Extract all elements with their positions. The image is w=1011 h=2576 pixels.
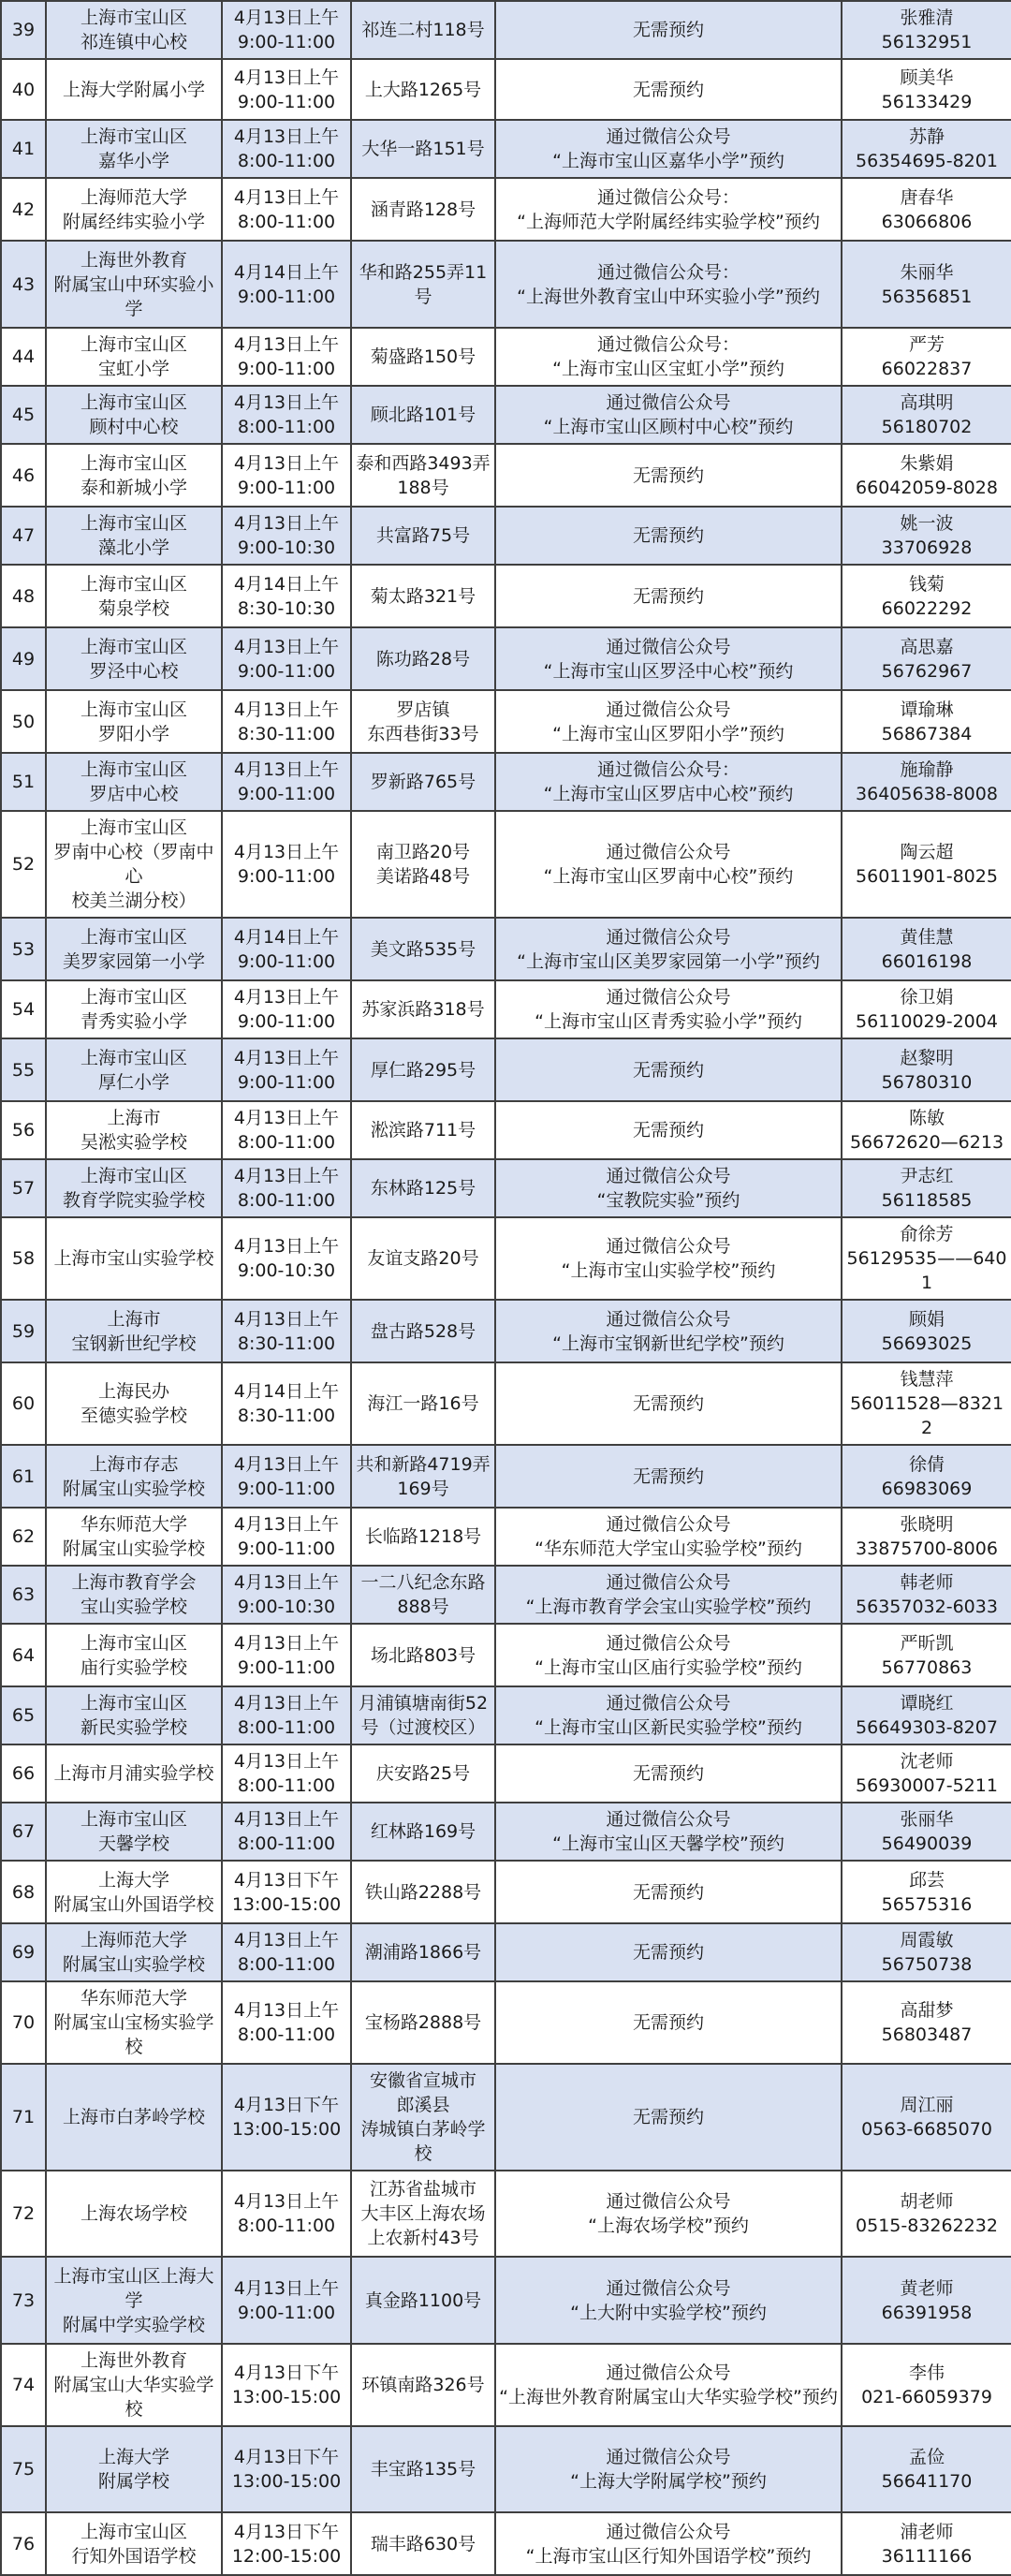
- booking-method: 无需预约: [495, 565, 842, 627]
- table-row: [1, 59, 1011, 120]
- row-number: 41: [1, 120, 46, 178]
- address: 红林路169号: [351, 1803, 495, 1861]
- contact: 朱紫娟 66042059-8028: [842, 444, 1011, 507]
- school-name: 上海市宝山区 庙行实验学校: [46, 1624, 222, 1686]
- school-name: 上海市宝山区 罗泾中心校: [46, 627, 222, 690]
- row-number: 64: [1, 1624, 46, 1686]
- contact: 俞徐芳 56129535——6401: [842, 1217, 1011, 1300]
- contact: 胡老师 0515-83262232: [842, 2171, 1011, 2257]
- school-name: 上海市宝山区 罗阳小学: [46, 690, 222, 753]
- school-name: 上海市宝山区 新民实验学校: [46, 1686, 222, 1744]
- school-name: 上海市宝山区 罗店中心校: [46, 753, 222, 811]
- address: 厚仁路295号: [351, 1038, 495, 1101]
- open-time: 4月13日上午 9:00-10:30: [222, 1217, 351, 1300]
- contact: 沈老师 56930007-5211: [842, 1744, 1011, 1803]
- school-name: 上海大学 附属宝山外国语学校: [46, 1861, 222, 1923]
- table-row: [1, 811, 1011, 918]
- table-row: [1, 1300, 1011, 1362]
- row-number: 67: [1, 1803, 46, 1861]
- booking-method: 无需预约: [495, 2064, 842, 2171]
- address: 东林路125号: [351, 1159, 495, 1217]
- open-time: 4月13日上午 9:00-10:30: [222, 1566, 351, 1624]
- booking-method: 通过微信公众号 “上海农场学校”预约: [495, 2171, 842, 2257]
- booking-method: 通过微信公众号： “上海市宝山区宝虹小学”预约: [495, 328, 842, 386]
- row-number: 45: [1, 386, 46, 444]
- address: 共富路75号: [351, 507, 495, 565]
- address: 友谊支路20号: [351, 1217, 495, 1300]
- open-time: 4月13日上午 9:00-11:00: [222, 811, 351, 918]
- address: 陈功路28号: [351, 627, 495, 690]
- row-number: 39: [1, 1, 46, 59]
- contact: 朱丽华 56356851: [842, 241, 1011, 328]
- address: 安徽省宣城市 郎溪县 涛城镇白茅岭学校: [351, 2064, 495, 2171]
- contact: 周江丽 0563-6685070: [842, 2064, 1011, 2171]
- address: 泰和西路3493弄 188号: [351, 444, 495, 507]
- table-row: [1, 444, 1011, 507]
- address: 环镇南路326号: [351, 2344, 495, 2426]
- contact: 姚一波 33706928: [842, 507, 1011, 565]
- school-name: 上海市白茅岭学校: [46, 2064, 222, 2171]
- address: 铁山路2288号: [351, 1861, 495, 1923]
- table-row: [1, 2171, 1011, 2257]
- contact: 李伟 021-66059379: [842, 2344, 1011, 2426]
- table-row: [1, 1217, 1011, 1300]
- open-time: 4月13日上午 8:00-11:00: [222, 1923, 351, 1981]
- table-row: [1, 1686, 1011, 1744]
- address: 菊盛路150号: [351, 328, 495, 386]
- booking-method: 通过微信公众号 “上海市宝山区罗阳小学”预约: [495, 690, 842, 753]
- address: 罗店镇 东西巷街33号: [351, 690, 495, 753]
- booking-method: 通过微信公众号 “上海市宝山区嘉华小学”预约: [495, 120, 842, 178]
- row-number: 65: [1, 1686, 46, 1744]
- school-name: 上海市宝山区 罗南中心校（罗南中心 校美兰湖分校）: [46, 811, 222, 918]
- row-number: 69: [1, 1923, 46, 1981]
- table-row: [1, 241, 1011, 328]
- open-time: 4月14日上午 8:30-11:00: [222, 1362, 351, 1445]
- row-number: 74: [1, 2344, 46, 2426]
- address: 庆安路25号: [351, 1744, 495, 1803]
- address: 菊太路321号: [351, 565, 495, 627]
- open-time: 4月14日上午 8:30-10:30: [222, 565, 351, 627]
- table-row: [1, 507, 1011, 565]
- school-name: 上海世外教育 附属宝山中环实验小学: [46, 241, 222, 328]
- booking-method: 无需预约: [495, 1101, 842, 1159]
- open-time: 4月13日上午 8:00-11:00: [222, 178, 351, 241]
- contact: 唐春华 63066806: [842, 178, 1011, 241]
- table-row: [1, 1624, 1011, 1686]
- row-number: 54: [1, 980, 46, 1038]
- open-time: 4月13日上午 8:00-11:00: [222, 1101, 351, 1159]
- booking-method: 无需预约: [495, 1744, 842, 1803]
- address: 大华一路151号: [351, 120, 495, 178]
- school-name: 上海市 宝钢新世纪学校: [46, 1300, 222, 1362]
- open-time: 4月13日上午 9:00-11:00: [222, 328, 351, 386]
- booking-method: 无需预约: [495, 1861, 842, 1923]
- address: 盘古路528号: [351, 1300, 495, 1362]
- row-number: 42: [1, 178, 46, 241]
- row-number: 68: [1, 1861, 46, 1923]
- row-number: 51: [1, 753, 46, 811]
- address: 上大路1265号: [351, 59, 495, 120]
- booking-method: 通过微信公众号 “上海市宝山区行知外国语学校”预约: [495, 2512, 842, 2575]
- open-time: 4月13日上午 9:00-11:00: [222, 1, 351, 59]
- table-body: [1, 1, 1011, 2575]
- booking-method: 通过微信公众号 “上海世外教育附属宝山大华实验学校”预约: [495, 2344, 842, 2426]
- open-time: 4月13日上午 9:00-11:00: [222, 444, 351, 507]
- booking-method: 无需预约: [495, 1981, 842, 2064]
- open-time: 4月13日上午 9:00-11:00: [222, 627, 351, 690]
- address: 涵青路128号: [351, 178, 495, 241]
- row-number: 47: [1, 507, 46, 565]
- row-number: 75: [1, 2426, 46, 2512]
- school-name: 上海市宝山实验学校: [46, 1217, 222, 1300]
- table-row: [1, 1, 1011, 59]
- table-row: [1, 1566, 1011, 1624]
- address: 一二八纪念东路 888号: [351, 1566, 495, 1624]
- address: 祁连二村118号: [351, 1, 495, 59]
- address: 场北路803号: [351, 1624, 495, 1686]
- school-name: 上海市宝山区 天馨学校: [46, 1803, 222, 1861]
- open-time: 4月13日上午 8:00-11:00: [222, 1803, 351, 1861]
- row-number: 55: [1, 1038, 46, 1101]
- table-row: [1, 918, 1011, 980]
- table-row: [1, 980, 1011, 1038]
- address: 月浦镇塘南街52 号（过渡校区）: [351, 1686, 495, 1744]
- table-row: [1, 120, 1011, 178]
- row-number: 76: [1, 2512, 46, 2575]
- table-row: [1, 1362, 1011, 1445]
- contact: 徐卫娟 56110029-2004: [842, 980, 1011, 1038]
- contact: 徐倩 66983069: [842, 1445, 1011, 1508]
- open-time: 4月13日上午 9:00-11:00: [222, 1508, 351, 1566]
- row-number: 59: [1, 1300, 46, 1362]
- school-name: 上海市 吴淞实验学校: [46, 1101, 222, 1159]
- booking-method: 无需预约: [495, 1, 842, 59]
- open-time: 4月13日上午 9:00-11:00: [222, 980, 351, 1038]
- contact: 钱慧萍 56011528—83212: [842, 1362, 1011, 1445]
- booking-method: 通过微信公众号 “上海市宝山区美罗家园第一小学”预约: [495, 918, 842, 980]
- school-name: 上海大学 附属学校: [46, 2426, 222, 2512]
- open-time: 4月13日下午 13:00-15:00: [222, 1861, 351, 1923]
- contact: 高思嘉 56762967: [842, 627, 1011, 690]
- open-time: 4月13日上午 8:00-11:00: [222, 1686, 351, 1744]
- table-row: [1, 328, 1011, 386]
- table-row: [1, 1508, 1011, 1566]
- table-row: [1, 1744, 1011, 1803]
- open-time: 4月13日上午 8:00-11:00: [222, 1159, 351, 1217]
- open-time: 4月13日上午 8:00-11:00: [222, 2171, 351, 2257]
- contact: 尹志红 56118585: [842, 1159, 1011, 1217]
- table-row: [1, 178, 1011, 241]
- row-number: 44: [1, 328, 46, 386]
- booking-method: 通过微信公众号： “上海市宝山区罗店中心校”预约: [495, 753, 842, 811]
- row-number: 40: [1, 59, 46, 120]
- booking-method: 无需预约: [495, 1445, 842, 1508]
- open-time: 4月13日上午 8:00-11:00: [222, 120, 351, 178]
- address: 罗新路765号: [351, 753, 495, 811]
- contact: 周霞敏 56750738: [842, 1923, 1011, 1981]
- contact: 谭瑜琳 56867384: [842, 690, 1011, 753]
- table-row: [1, 1861, 1011, 1923]
- row-number: 73: [1, 2257, 46, 2344]
- contact: 谭晓红 56649303-8207: [842, 1686, 1011, 1744]
- booking-method: 无需预约: [495, 1038, 842, 1101]
- contact: 顾美华 56133429: [842, 59, 1011, 120]
- school-name: 上海市教育学会 宝山实验学校: [46, 1566, 222, 1624]
- contact: 施瑜静 36405638-8008: [842, 753, 1011, 811]
- booking-method: 通过微信公众号 “华东师范大学宝山实验学校”预约: [495, 1508, 842, 1566]
- table-row: [1, 690, 1011, 753]
- school-name: 上海市月浦实验学校: [46, 1744, 222, 1803]
- row-number: 48: [1, 565, 46, 627]
- school-name: 上海农场学校: [46, 2171, 222, 2257]
- booking-method: 无需预约: [495, 1923, 842, 1981]
- address: 苏家浜路318号: [351, 980, 495, 1038]
- booking-method: 通过微信公众号 “上海市宝山实验学校”预约: [495, 1217, 842, 1300]
- row-number: 72: [1, 2171, 46, 2257]
- contact: 严昕凯 56770863: [842, 1624, 1011, 1686]
- booking-method: 无需预约: [495, 444, 842, 507]
- row-number: 49: [1, 627, 46, 690]
- address: 江苏省盐城市 大丰区上海农场 上农新村43号: [351, 2171, 495, 2257]
- open-time: 4月13日上午 9:00-10:30: [222, 507, 351, 565]
- table-row: [1, 2426, 1011, 2512]
- school-name: 华东师范大学 附属宝山实验学校: [46, 1508, 222, 1566]
- contact: 顾娟 56693025: [842, 1300, 1011, 1362]
- booking-method: 通过微信公众号 “上海市宝山区新民实验学校”预约: [495, 1686, 842, 1744]
- booking-method: 无需预约: [495, 59, 842, 120]
- open-time: 4月13日上午 9:00-11:00: [222, 1038, 351, 1101]
- booking-method: 通过微信公众号 “上海市宝山区青秀实验小学”预约: [495, 980, 842, 1038]
- open-time: 4月14日上午 9:00-11:00: [222, 918, 351, 980]
- address: 宝杨路2888号: [351, 1981, 495, 2064]
- booking-method: 通过微信公众号 “上海市宝山区罗南中心校”预约: [495, 811, 842, 918]
- booking-method: 通过微信公众号 “宝教院实验”预约: [495, 1159, 842, 1217]
- booking-method: 无需预约: [495, 507, 842, 565]
- table-row: [1, 2512, 1011, 2575]
- table-row: [1, 565, 1011, 627]
- contact: 韩老师 56357032-6033: [842, 1566, 1011, 1624]
- school-name: 上海市宝山区 泰和新城小学: [46, 444, 222, 507]
- open-time: 4月13日上午 9:00-11:00: [222, 59, 351, 120]
- school-name: 上海市宝山区上海大学 附属中学实验学校: [46, 2257, 222, 2344]
- row-number: 70: [1, 1981, 46, 2064]
- school-name: 上海市宝山区 宝虹小学: [46, 328, 222, 386]
- booking-method: 通过微信公众号： “上海世外教育宝山中环实验小学”预约: [495, 241, 842, 328]
- open-time: 4月13日上午 9:00-11:00: [222, 753, 351, 811]
- school-name: 上海市宝山区 顾村中心校: [46, 386, 222, 444]
- row-number: 46: [1, 444, 46, 507]
- address: 海江一路16号: [351, 1362, 495, 1445]
- row-number: 58: [1, 1217, 46, 1300]
- school-name: 上海师范大学 附属经纬实验小学: [46, 178, 222, 241]
- table-row: [1, 1981, 1011, 2064]
- contact: 邱芸 56575316: [842, 1861, 1011, 1923]
- row-number: 62: [1, 1508, 46, 1566]
- booking-method: 通过微信公众号 “上海市宝山区庙行实验学校”预约: [495, 1624, 842, 1686]
- school-name: 上海市宝山区 青秀实验小学: [46, 980, 222, 1038]
- contact: 黄佳慧 66016198: [842, 918, 1011, 980]
- school-name: 上海大学附属小学: [46, 59, 222, 120]
- booking-method: 通过微信公众号 “上海市宝山区天馨学校”预约: [495, 1803, 842, 1861]
- contact: 钱菊 66022292: [842, 565, 1011, 627]
- open-time: 4月13日下午 13:00-15:00: [222, 2344, 351, 2426]
- open-time: 4月13日下午 13:00-15:00: [222, 2426, 351, 2512]
- table-row: [1, 753, 1011, 811]
- school-name: 上海市宝山区 美罗家园第一小学: [46, 918, 222, 980]
- contact: 陈敏 56672620—6213: [842, 1101, 1011, 1159]
- contact: 孟俭 56641170: [842, 2426, 1011, 2512]
- school-name: 上海市存志 附属宝山实验学校: [46, 1445, 222, 1508]
- table-row: [1, 1038, 1011, 1101]
- open-time: 4月13日上午 9:00-11:00: [222, 1445, 351, 1508]
- open-time: 4月13日上午 9:00-11:00: [222, 1624, 351, 1686]
- row-number: 50: [1, 690, 46, 753]
- school-name: 上海民办 至德实验学校: [46, 1362, 222, 1445]
- table-row: [1, 1923, 1011, 1981]
- school-name: 上海市宝山区 藻北小学: [46, 507, 222, 565]
- school-name: 上海市宝山区 菊泉学校: [46, 565, 222, 627]
- table-row: [1, 1445, 1011, 1508]
- address: 长临路1218号: [351, 1508, 495, 1566]
- contact: 浦老师 36111166: [842, 2512, 1011, 2575]
- open-time: 4月14日上午 9:00-11:00: [222, 241, 351, 328]
- address: 美文路535号: [351, 918, 495, 980]
- row-number: 43: [1, 241, 46, 328]
- booking-method: 通过微信公众号 “上海市宝钢新世纪学校”预约: [495, 1300, 842, 1362]
- table-row: [1, 1101, 1011, 1159]
- address: 共和新路4719弄 169号: [351, 1445, 495, 1508]
- row-number: 71: [1, 2064, 46, 2171]
- open-time: 4月13日上午 8:00-11:00: [222, 386, 351, 444]
- booking-method: 通过微信公众号 “上海大学附属学校”预约: [495, 2426, 842, 2512]
- open-time: 4月13日下午 12:00-15:00: [222, 2512, 351, 2575]
- table-row: [1, 2257, 1011, 2344]
- row-number: 61: [1, 1445, 46, 1508]
- table-row: [1, 1159, 1011, 1217]
- table-row: [1, 386, 1011, 444]
- contact: 高琪明 56180702: [842, 386, 1011, 444]
- row-number: 56: [1, 1101, 46, 1159]
- row-number: 53: [1, 918, 46, 980]
- open-time: 4月13日上午 9:00-11:00: [222, 2257, 351, 2344]
- open-time: 4月13日下午 13:00-15:00: [222, 2064, 351, 2171]
- school-name: 上海市宝山区 嘉华小学: [46, 120, 222, 178]
- school-name: 上海世外教育 附属宝山大华实验学校: [46, 2344, 222, 2426]
- booking-method: 通过微信公众号 “上大附中实验学校”预约: [495, 2257, 842, 2344]
- booking-method: 通过微信公众号 “上海市宝山区罗泾中心校”预约: [495, 627, 842, 690]
- contact: 苏静 56354695-8201: [842, 120, 1011, 178]
- table-row: [1, 2344, 1011, 2426]
- address: 瑞丰路630号: [351, 2512, 495, 2575]
- row-number: 52: [1, 811, 46, 918]
- row-number: 66: [1, 1744, 46, 1803]
- open-time: 4月13日上午 8:30-11:00: [222, 690, 351, 753]
- row-number: 60: [1, 1362, 46, 1445]
- contact: 张晓明 33875700-8006: [842, 1508, 1011, 1566]
- school-name: 上海市宝山区 祁连镇中心校: [46, 1, 222, 59]
- row-number: 63: [1, 1566, 46, 1624]
- address: 南卫路20号 美诺路48号: [351, 811, 495, 918]
- table-row: [1, 627, 1011, 690]
- contact: 陶云超 56011901-8025: [842, 811, 1011, 918]
- contact: 高甜梦 56803487: [842, 1981, 1011, 2064]
- school-name: 上海市宝山区 厚仁小学: [46, 1038, 222, 1101]
- address: 潮浦路1866号: [351, 1923, 495, 1981]
- contact: 张雅清 56132951: [842, 1, 1011, 59]
- contact: 黄老师 66391958: [842, 2257, 1011, 2344]
- address: 丰宝路135号: [351, 2426, 495, 2512]
- contact: 严芳 66022837: [842, 328, 1011, 386]
- school-name: 上海市宝山区 行知外国语学校: [46, 2512, 222, 2575]
- booking-method: 通过微信公众号 “上海市宝山区顾村中心校”预约: [495, 386, 842, 444]
- open-time: 4月13日上午 8:00-11:00: [222, 1981, 351, 2064]
- address: 真金路1100号: [351, 2257, 495, 2344]
- open-time: 4月13日上午 8:30-11:00: [222, 1300, 351, 1362]
- booking-method: 无需预约: [495, 1362, 842, 1445]
- booking-method: 通过微信公众号： “上海师范大学附属经纬实验学校”预约: [495, 178, 842, 241]
- address: 淞滨路711号: [351, 1101, 495, 1159]
- table-row: [1, 1803, 1011, 1861]
- address: 顾北路101号: [351, 386, 495, 444]
- address: 华和路255弄11号: [351, 241, 495, 328]
- row-number: 57: [1, 1159, 46, 1217]
- school-name: 上海市宝山区 教育学院实验学校: [46, 1159, 222, 1217]
- school-name: 上海师范大学 附属宝山实验学校: [46, 1923, 222, 1981]
- table-row: [1, 2064, 1011, 2171]
- contact: 张丽华 56490039: [842, 1803, 1011, 1861]
- open-time: 4月13日上午 8:00-11:00: [222, 1744, 351, 1803]
- school-name: 华东师范大学 附属宝山宝杨实验学校: [46, 1981, 222, 2064]
- booking-method: 通过微信公众号 “上海市教育学会宝山实验学校”预约: [495, 1566, 842, 1624]
- contact: 赵黎明 56780310: [842, 1038, 1011, 1101]
